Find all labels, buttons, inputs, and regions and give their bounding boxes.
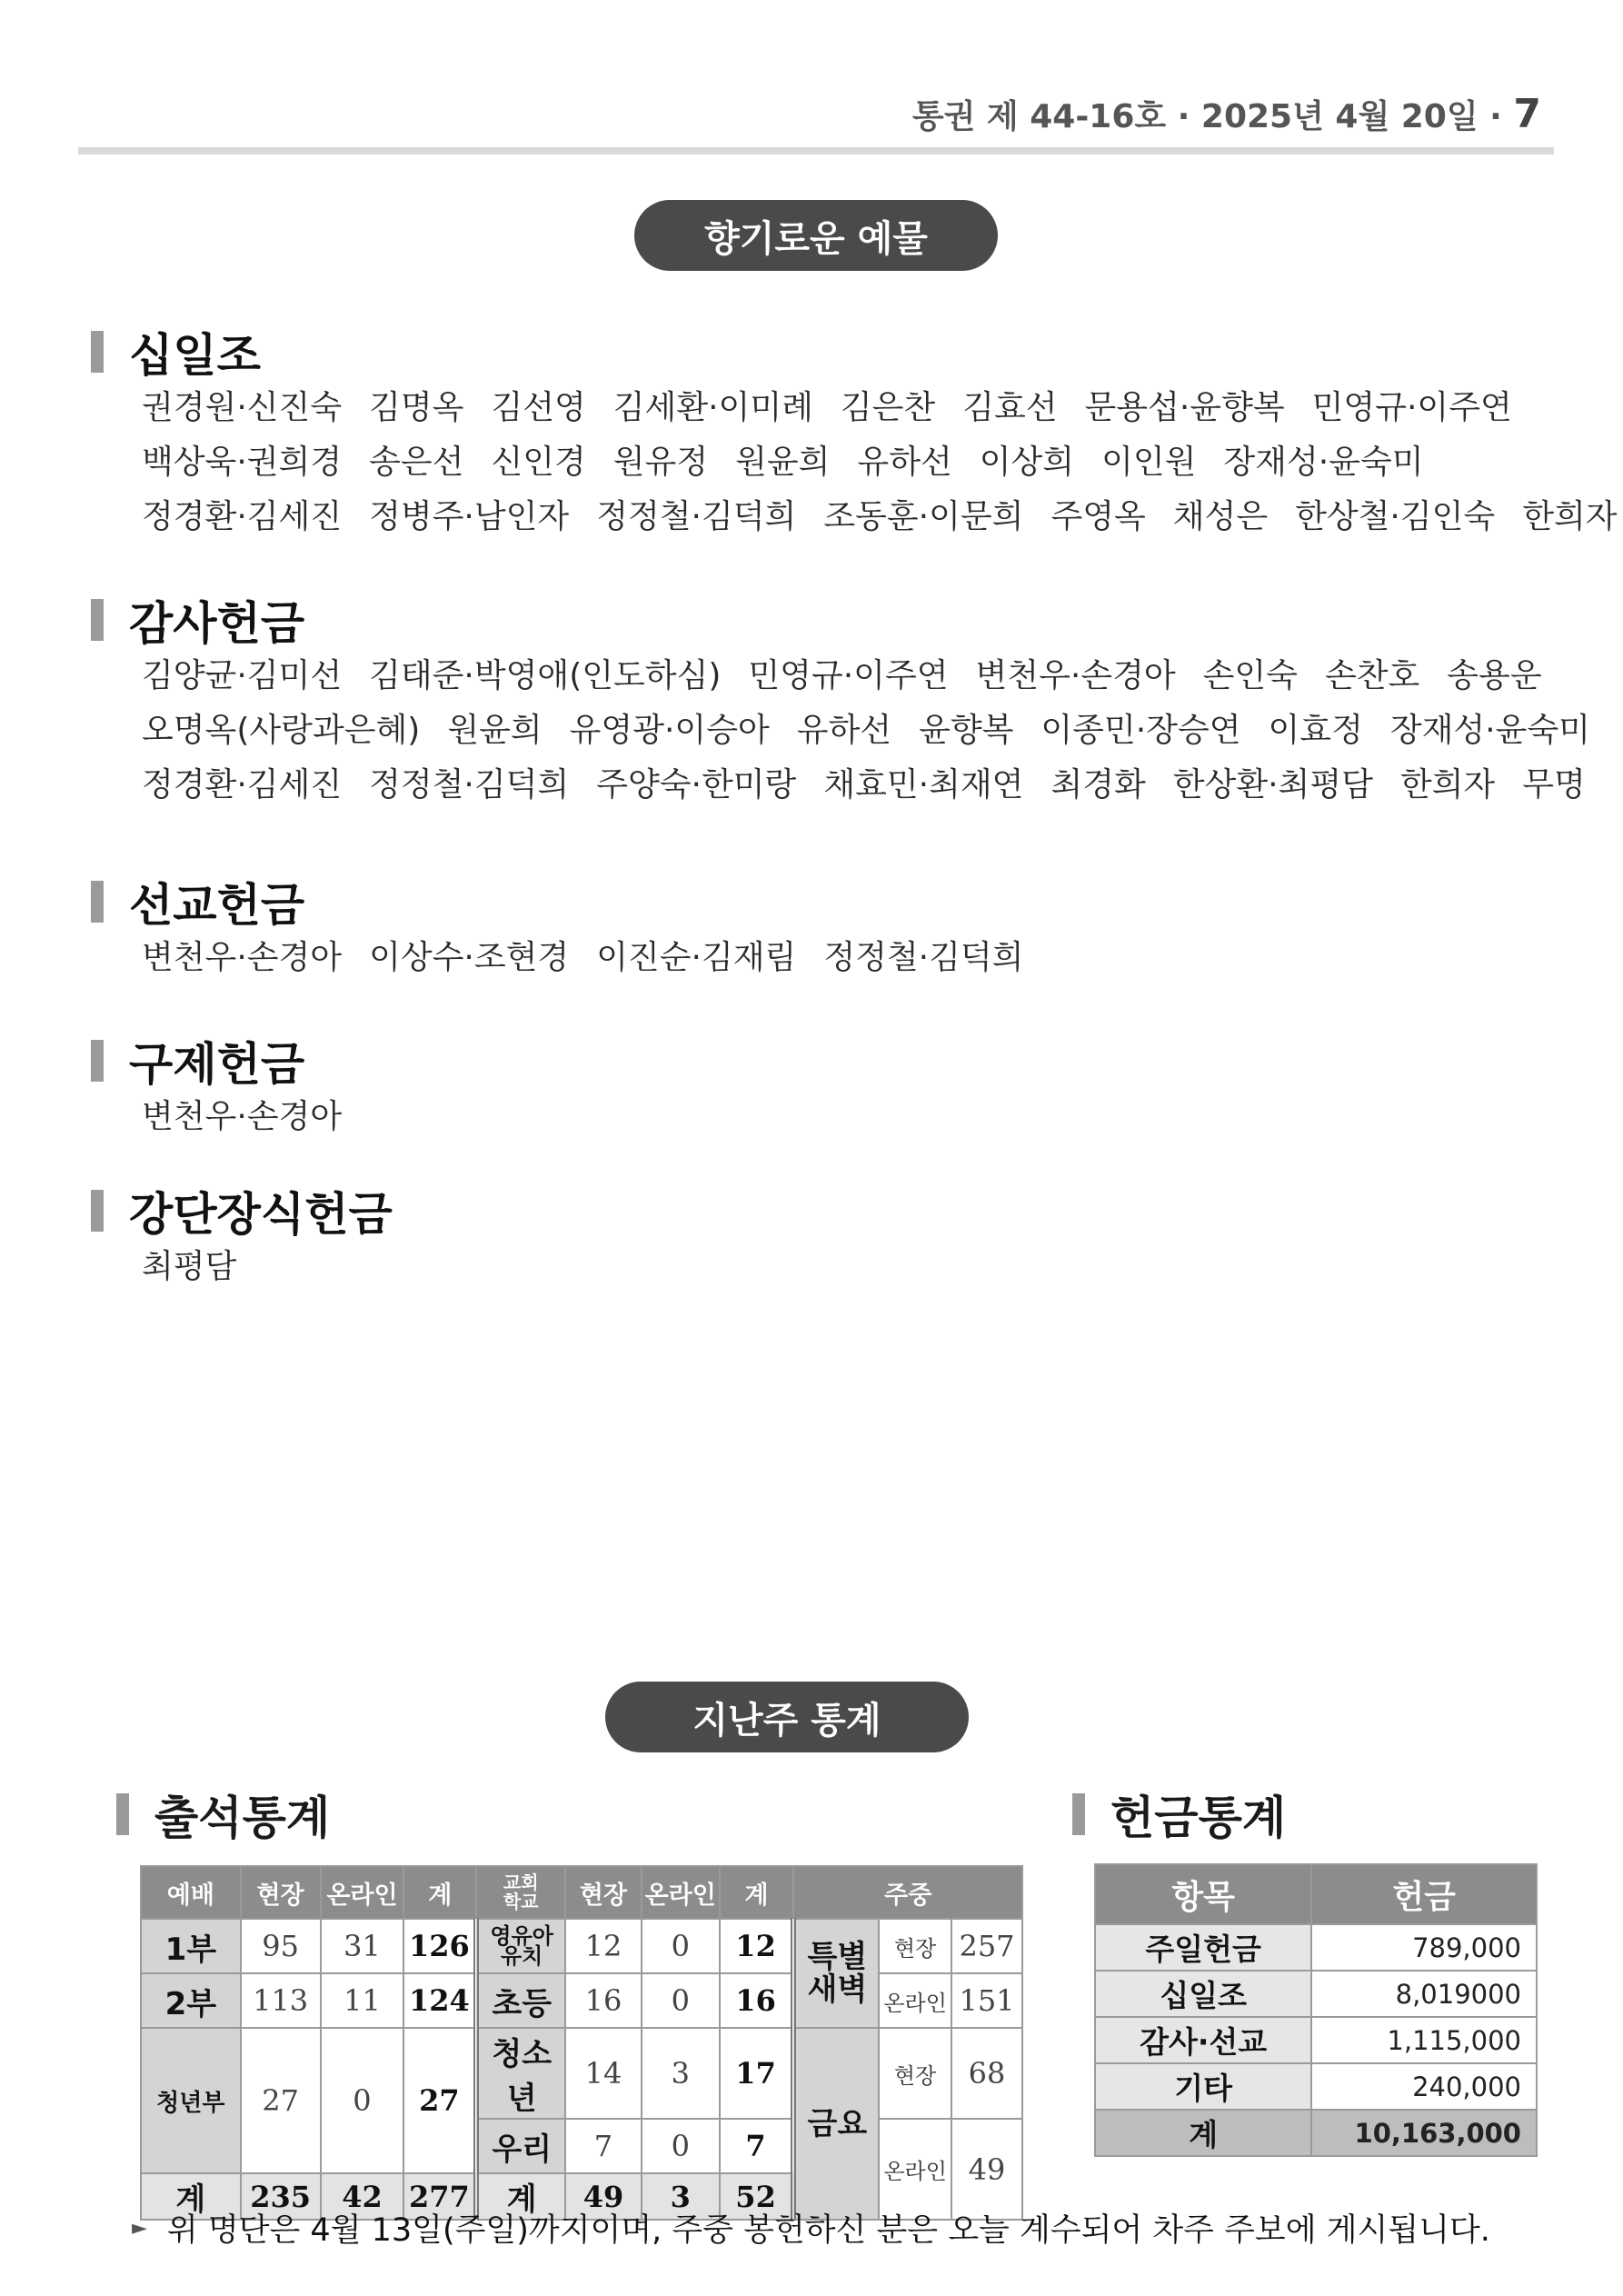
- donor-name: 이진순·김재림: [596, 939, 797, 976]
- donor-name: 장재성·윤숙미: [1389, 712, 1590, 749]
- attendance-header-cell: 주중: [793, 1866, 1022, 1919]
- donor-names: [142, 1240, 1563, 1294]
- school-online: 0: [642, 1919, 720, 1973]
- school-total: 7: [720, 2119, 794, 2173]
- weekday-label: 금요: [793, 2028, 879, 2220]
- worship-total: 27: [403, 2028, 476, 2173]
- donor-name: 정정철·김덕희: [823, 939, 1024, 976]
- worship-online: 0: [321, 2028, 404, 2173]
- attendance-header-cell: 계: [403, 1866, 476, 1919]
- section-bar-icon: [91, 1040, 104, 1082]
- donor-name: 김명옥: [369, 389, 464, 426]
- worship-label: 청년부: [141, 2028, 241, 2173]
- money-item: 주일헌금: [1095, 1924, 1311, 1971]
- attendance-header-cell: 계: [720, 1866, 794, 1919]
- section-title-text: 십일조: [129, 329, 261, 382]
- money-amount: 789,000: [1311, 1924, 1537, 1971]
- school-label: 우리: [476, 2119, 565, 2173]
- school-total: 12: [720, 1919, 794, 1973]
- weekday-type: 현장: [879, 1919, 951, 1973]
- donor-name: 한희자: [1399, 766, 1496, 804]
- donor-line: [142, 490, 1618, 544]
- donor-line: [142, 381, 1563, 435]
- money-amount: 8,019000: [1311, 1971, 1537, 2017]
- offering-section: [91, 591, 1590, 813]
- section-title-text: 선교헌금: [129, 879, 305, 932]
- donor-name: 오명옥(사랑과은혜): [142, 712, 421, 749]
- donor-name: 유하선: [857, 444, 952, 481]
- school-online: 3: [642, 2173, 720, 2220]
- worship-label: 2부: [141, 1973, 241, 2028]
- table-row: [141, 2028, 1022, 2119]
- money-row: [1095, 2017, 1537, 2063]
- donor-name: 김선영: [491, 389, 586, 426]
- offering-section-title: [91, 873, 1563, 931]
- money-amount: 1,115,000: [1311, 2017, 1537, 2063]
- section-title-text: 강단장식헌금: [129, 1188, 393, 1241]
- attendance-header-cell: 온라인: [642, 1866, 720, 1919]
- footnote-text: 위 명단은 4월 13일(주일)까지이며, 주중 봉헌하신 분은 오늘 계수되어 차주 주보에 게시됩니다.: [166, 2212, 1490, 2249]
- money-item: 십일조: [1095, 1971, 1311, 2017]
- weekday-value: 257: [951, 1919, 1022, 1973]
- attendance-header-cell: 예배: [141, 1866, 241, 1919]
- donor-name: 이상수·조현경: [369, 939, 570, 976]
- money-heading: [1072, 1782, 1286, 1847]
- offering-section-title: [91, 323, 1563, 381]
- school-onsite: 49: [565, 2173, 642, 2220]
- donor-name: 정정철·김덕희: [369, 766, 570, 804]
- school-online: 0: [642, 1973, 720, 2028]
- school-label: 초등: [476, 1973, 565, 2028]
- donor-name: 한상철·김인숙: [1295, 498, 1496, 535]
- table-row: [141, 1973, 1022, 2028]
- weekday-value: 68: [951, 2028, 1022, 2119]
- attendance-table: [140, 1865, 1023, 2221]
- school-onsite: 7: [565, 2119, 642, 2173]
- donor-name: 최평담: [142, 1248, 237, 1285]
- offering-section: [91, 1182, 1563, 1294]
- section-title-text: 감사헌금: [129, 597, 305, 650]
- donor-name: 김세환·이미례: [612, 389, 813, 426]
- money-header-cell: 헌금: [1311, 1864, 1537, 1924]
- worship-onsite: 27: [241, 2028, 321, 2173]
- donor-name: 최경화: [1050, 766, 1146, 804]
- donor-line: [142, 649, 1563, 704]
- section-bar-icon: [91, 331, 104, 373]
- school-online: 0: [642, 2119, 720, 2173]
- donor-name: 무명: [1522, 766, 1586, 804]
- school-label: 영유아 유치: [476, 1919, 565, 1973]
- donor-line: [142, 704, 1590, 758]
- donor-name: 한상환·최평담: [1172, 766, 1373, 804]
- section-title-text: 구제헌금: [129, 1038, 305, 1091]
- donor-name: 김태준·박영애(인도하심): [369, 657, 722, 694]
- attendance-header-row: [141, 1866, 1022, 1919]
- offering-section-title: [91, 591, 1563, 649]
- donor-name: 권경원·신진숙: [142, 389, 343, 426]
- donor-name: 이인원: [1101, 444, 1197, 481]
- donor-name: 민영규·이주연: [1311, 389, 1512, 426]
- donor-name: 민영규·이주연: [748, 657, 949, 694]
- donor-name: 채효민·최재연: [823, 766, 1024, 804]
- table-row: [141, 1919, 1022, 1973]
- money-amount: 240,000: [1311, 2063, 1537, 2110]
- donor-name: 정정철·김덕희: [596, 498, 797, 535]
- donor-name: 이상희: [979, 444, 1075, 481]
- weekday-value: 151: [951, 1973, 1022, 2028]
- money-header-row: [1095, 1864, 1537, 1924]
- money-amount: 10,163,000: [1311, 2110, 1537, 2156]
- section-bar-icon: [1072, 1793, 1085, 1835]
- donor-name: 조동훈·이문희: [823, 498, 1024, 535]
- section-bar-icon: [91, 1190, 104, 1232]
- donor-name: 변천우·손경아: [142, 1098, 343, 1135]
- worship-online: 42: [321, 2173, 404, 2220]
- donor-line: [142, 1090, 1563, 1144]
- attendance-title: 출석통계: [154, 1792, 331, 1844]
- money-row: [1095, 2063, 1537, 2110]
- donor-names: [142, 931, 1563, 985]
- school-label: 계: [476, 2173, 565, 2220]
- donor-name: 이종민·장승연: [1041, 712, 1241, 749]
- worship-total: 126: [403, 1919, 476, 1973]
- weekday-type: 온라인: [879, 2119, 951, 2220]
- worship-online: 31: [321, 1919, 404, 1973]
- money-item: 계: [1095, 2110, 1311, 2156]
- donor-name: 주영옥: [1050, 498, 1146, 535]
- donor-name: 송은선: [369, 444, 464, 481]
- donor-name: 변천우·손경아: [975, 657, 1176, 694]
- donor-name: 문용섭·윤향복: [1084, 389, 1285, 426]
- donor-name: 송용운: [1447, 657, 1542, 694]
- worship-onsite: 95: [241, 1919, 321, 1973]
- section-bar-icon: [91, 599, 104, 641]
- donor-name: 정병주·남인자: [369, 498, 570, 535]
- donor-name: 변천우·손경아: [142, 939, 343, 976]
- donor-name: 김은찬: [840, 389, 936, 426]
- money-header-cell: 항목: [1095, 1864, 1311, 1924]
- donor-name: 손찬호: [1324, 657, 1420, 694]
- worship-label: 1부: [141, 1919, 241, 1973]
- school-total: 52: [720, 2173, 794, 2220]
- donor-line: [142, 1240, 1563, 1294]
- worship-onsite: 113: [241, 1973, 321, 2028]
- donor-name: 원윤희: [447, 712, 543, 749]
- donor-name: 유영광·이승아: [569, 712, 770, 749]
- stats-title-pill: [605, 1682, 969, 1752]
- offering-title-pill: [634, 200, 998, 271]
- donor-name: 원유정: [612, 444, 709, 481]
- money-table: [1094, 1863, 1538, 2157]
- school-onsite: 14: [565, 2028, 642, 2119]
- attendance-header-cell: 현장: [565, 1866, 642, 1919]
- offering-title: 향기로운 예물: [704, 217, 928, 260]
- money-row: [1095, 1924, 1537, 1971]
- worship-label: 계: [141, 2173, 241, 2220]
- weekday-value: 49: [951, 2119, 1022, 2220]
- school-online: 3: [642, 2028, 720, 2119]
- money-title: 헌금통계: [1110, 1792, 1287, 1844]
- offering-section-title: [91, 1032, 1563, 1090]
- page-number: 7: [1513, 91, 1541, 137]
- money-row: [1095, 1971, 1537, 2017]
- money-item: 기타: [1095, 2063, 1311, 2110]
- worship-total: 277: [403, 2173, 476, 2220]
- school-label: 청소년: [476, 2028, 565, 2119]
- donor-name: 정경환·김세진: [142, 498, 343, 535]
- footnote: [132, 2205, 1490, 2251]
- donor-name: 윤향복: [919, 712, 1014, 749]
- donor-name: 정경환·김세진: [142, 766, 343, 804]
- donor-name: 채성은: [1172, 498, 1269, 535]
- donor-names: [142, 649, 1590, 813]
- donor-name: 장재성·윤숙미: [1223, 444, 1424, 481]
- offering-section: [91, 873, 1563, 985]
- school-total: 16: [720, 1973, 794, 2028]
- donor-name: 유하선: [796, 712, 892, 749]
- donor-name: 백상욱·권희경: [142, 444, 343, 481]
- money-item: 감사·선교: [1095, 2017, 1311, 2063]
- weekday-type: 온라인: [879, 1973, 951, 2028]
- donor-line: [142, 931, 1563, 985]
- donor-name: 신인경: [491, 444, 586, 481]
- donor-name: 김효선: [962, 389, 1058, 426]
- donor-name: 주양숙·한미랑: [596, 766, 797, 804]
- offering-section-title: [91, 1182, 1563, 1240]
- money-row: [1095, 2110, 1537, 2156]
- worship-onsite: 235: [241, 2173, 321, 2220]
- donor-name: 원윤희: [735, 444, 831, 481]
- school-total: 17: [720, 2028, 794, 2119]
- donor-name: 손인숙: [1202, 657, 1298, 694]
- school-onsite: 16: [565, 1973, 642, 2028]
- worship-online: 11: [321, 1973, 404, 2028]
- offering-section: [91, 323, 1618, 544]
- donor-name: 한희자: [1522, 498, 1618, 535]
- donor-name: 김양균·김미선: [142, 657, 343, 694]
- donor-names: [142, 1090, 1563, 1144]
- page-header: [912, 91, 1541, 137]
- header-divider: [78, 147, 1554, 155]
- donor-name: 이효정: [1268, 712, 1363, 749]
- stats-title: 지난주 통계: [692, 1699, 881, 1742]
- donor-line: [142, 758, 1586, 813]
- section-bar-icon: [116, 1793, 129, 1835]
- attendance-header-cell: 온라인: [321, 1866, 404, 1919]
- attendance-header-cell: 현장: [241, 1866, 321, 1919]
- issue-info: 통권 제 44-16호 · 2025년 4월 20일 ·: [911, 98, 1514, 135]
- attendance-heading: [116, 1782, 330, 1847]
- school-onsite: 12: [565, 1919, 642, 1973]
- donor-line: [142, 435, 1563, 490]
- triangle-right-icon: ►: [132, 2216, 147, 2240]
- weekday-label: 특별 새벽: [793, 1919, 879, 2028]
- attendance-header-cell: 교회 학교: [476, 1866, 565, 1919]
- worship-total: 124: [403, 1973, 476, 2028]
- weekday-type: 현장: [879, 2028, 951, 2119]
- donor-names: [142, 381, 1618, 544]
- offering-section: [91, 1032, 1563, 1144]
- section-bar-icon: [91, 881, 104, 923]
